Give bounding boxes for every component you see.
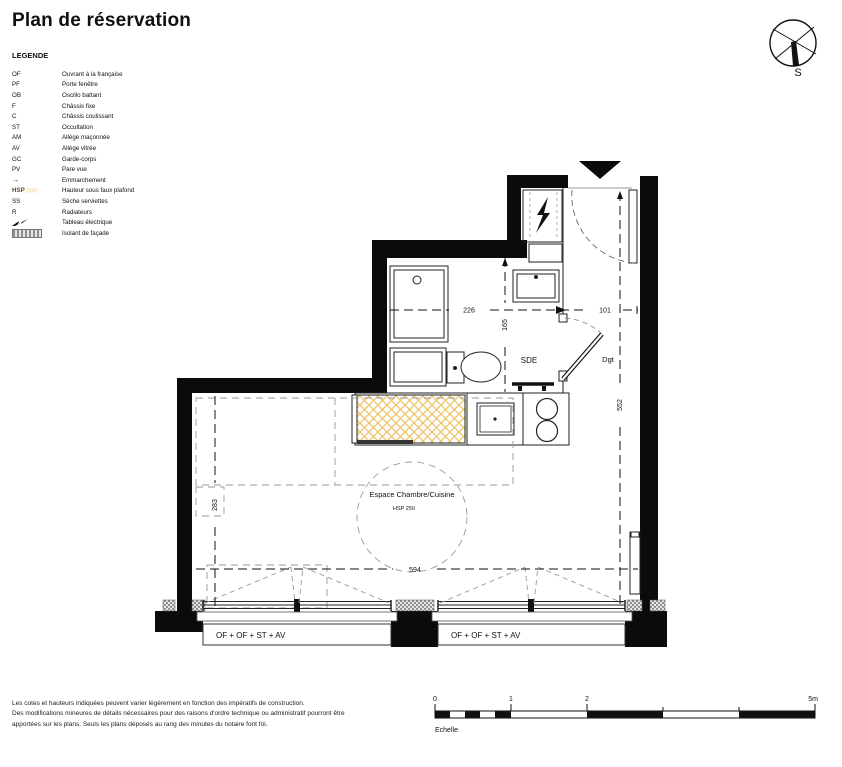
legend-abbr: R [12,208,17,216]
legend-abbr: SS [12,197,21,205]
room-label-main: Espace Chambre/Cuisine [369,490,455,499]
compass-north-indicator [770,20,816,79]
legend-label: Occultation [62,123,93,131]
toilet [447,352,501,383]
room-label-dgt: Dgt [602,355,614,364]
dim-101: 101 [599,307,611,315]
dim-552: 552 [617,399,624,411]
entry-door [568,188,637,263]
legend-label: Ouvrant à la française [62,70,123,78]
hsp-abbr: HSP [12,187,25,195]
window-mullion [528,599,534,612]
legend-label: Tableau électrique [62,219,113,227]
electrical-panel-icon [536,197,550,233]
nightstand-outline [196,487,224,516]
legend-abbr: PF [12,81,20,89]
scale-bar [433,696,818,734]
legend-label: Isolant de façade [62,229,110,237]
sde-door [563,318,602,379]
dim-165: 165 [502,319,509,331]
legend-abbr: AV [12,144,20,152]
legend-label: Allège maçonnée [62,134,110,142]
window-1 [197,567,397,645]
window-swing-dashed [440,567,623,603]
dim-594: 594 [409,567,421,574]
legend-abbr: F [12,102,16,110]
legend-label: Oscillo battant [62,91,102,99]
table-outline [357,462,467,572]
legend-label: Châssis coulissant [62,113,114,121]
scale-2: 2 [585,696,589,703]
bathroom-cabinet [390,348,446,386]
appliance-reservation-hatch [357,395,465,443]
legend-label: Garde-corps [62,155,97,163]
page-title: Plan de réservation [12,10,192,31]
electrical-closet [523,190,562,262]
kitchen-sink [477,403,514,435]
footer-line: apportées sur les plans. Seuls les plans déposés au rang des minutes du notaire font foi. [12,720,268,728]
scale-5m: 5m [808,696,818,703]
window-swing-dashed [205,567,389,603]
footer-disclaimer [12,699,442,730]
window-label: OF + OF + ST + AV [216,631,286,640]
legend-label: Sèche serviettes [62,197,108,205]
window-sill [432,612,632,621]
legend-abbr: OB [12,91,21,99]
shower [390,266,448,342]
dim-226: 226 [463,307,475,315]
legend-label: Châssis fixe [62,102,96,110]
emmarchement-arrow-icon: → [12,176,19,184]
legend-label: Pare vue [62,166,87,174]
legend-abbr: PV [12,166,21,174]
entrance-arrow-icon [579,161,621,179]
hsp-diamonds-icon: ◇◇◇ [25,187,38,195]
dim-283: 283 [212,499,219,511]
legend-abbr: GC [12,155,22,163]
legend-label: Allège vitrée [62,144,97,152]
kitchen-counter [352,393,569,445]
legend-label: Radiateurs [62,208,92,216]
room-label-hsp: HSP 250 [393,506,415,512]
sde-partition [559,188,567,394]
scale-1: 1 [509,696,513,703]
window-sill [197,612,397,621]
footer-line: Les cotes et hauteurs indiquées peuvent varier légèrement en fonction des impératifs de construction. [12,700,305,707]
scale-0: 0 [433,696,437,703]
window-2 [432,567,632,645]
footer-line: Des modifications mineures de détails nécessaires pour des raisons d'ordre technique ou administratif pourront être [12,710,345,718]
window-label: OF + OF + ST + AV [451,631,521,640]
legend-abbr: AM [12,134,22,142]
towel-dryer [512,384,554,391]
radiator [630,532,640,594]
legend-abbr: OF [12,70,21,78]
compass-south-label: S [794,67,802,79]
legend-abbr: C [12,113,17,121]
room-label-sde: SDE [520,356,538,365]
legend-heading: LEGENDE [12,51,49,60]
legend-label: Emmarchement [62,176,106,184]
compass-needle-icon [791,41,799,66]
legend-label: Porte fenêtre [62,81,98,89]
legend-label: Hauteur sous faux plafond [62,187,135,195]
scale-caption: Echelle [435,727,458,734]
washbasin [513,270,559,302]
closet-shelf [529,244,562,262]
legend-abbr: ST [12,123,20,131]
